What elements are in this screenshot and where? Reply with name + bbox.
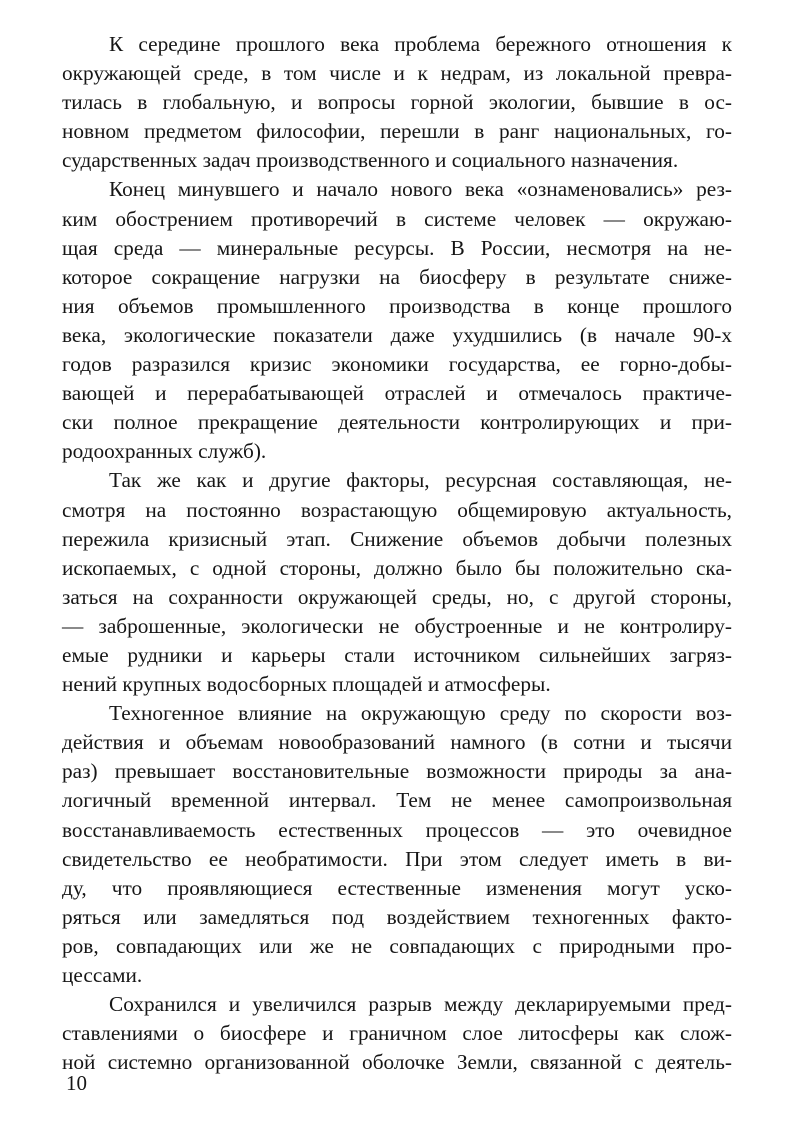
text-line: цессами. xyxy=(62,963,143,987)
text-line: свидетельство ее необратимости. При этом следует иметь в ви- xyxy=(62,846,732,871)
text-line: Так же как и другие факторы, ресурсная составляющая, не- xyxy=(109,468,732,493)
text-line: Техногенное влияние на окружающую среду по скорости воз- xyxy=(109,701,732,726)
text-line: ставлениями о биосфере и граничном слое литосферы как слож- xyxy=(62,1021,732,1046)
text-line: века, экологические показатели даже ухудшились (в начале 90-х xyxy=(62,322,732,347)
paragraph xyxy=(62,466,732,699)
paragraph xyxy=(62,699,732,990)
text-line: родоохранных служб). xyxy=(62,439,267,464)
text-line: которое сокращение нагрузки на биосферу в результате сниже- xyxy=(62,264,732,289)
text-line: новном предметом философии, перешли в ранг национальных, го- xyxy=(62,119,732,144)
text-line: нений крупных водосборных площадей и атмосферы. xyxy=(62,672,551,697)
text-line: заться на сохранности окружающей среды, но, с другой стороны, xyxy=(62,584,732,609)
text-line: смотря на постоянно возрастающую общемировую актуальность, xyxy=(62,497,732,522)
paragraph xyxy=(62,30,732,175)
text-line: годов разразился кризис экономики государства, ее горно-добы- xyxy=(62,352,732,377)
text-line: ной системно организованной оболочке Земли, связанной с деятель- xyxy=(62,1050,732,1075)
paragraph xyxy=(62,990,732,1077)
text-line: емые рудники и карьеры стали источником сильнейших загряз- xyxy=(62,642,732,667)
text-line: ископаемых, с одной стороны, должно было бы положительно ска- xyxy=(62,555,732,580)
text-line: ким обострением противоречий в системе человек — окружаю- xyxy=(62,206,732,231)
text-line: ряться или замедляться под воздействием техногенных факто- xyxy=(62,904,732,929)
text-line: окружающей среде, в том числе и к недрам, из локальной превра- xyxy=(62,61,732,86)
text-line: раз) превышает восстановительные возможности природы за ана- xyxy=(62,759,732,784)
text-line: щая среда — минеральные ресурсы. В России, несмотря на не- xyxy=(62,235,732,260)
text-line: логичный временной интервал. Тем не менее самопроизвольная xyxy=(62,788,732,813)
text-line: — заброшенные, экологически не обустроенные и не контролиру- xyxy=(62,613,732,638)
text-line: пережила кризисный этап. Снижение объемов добычи полезных xyxy=(62,526,732,551)
text-line: ния объемов промышленного производства в конце прошлого xyxy=(62,293,732,318)
body-text xyxy=(62,30,732,1077)
text-line: восстанавливаемость естественных процессов — это очевидное xyxy=(62,817,732,842)
text-line: действия и объемам новообразований намного (в сотни и тысячи xyxy=(62,730,732,755)
text-line: Конец минувшего и начало нового века «ознаменовались» рез- xyxy=(109,177,732,202)
text-line: ски полное прекращение деятельности контролирующих и при- xyxy=(62,410,732,435)
text-line: сударственных задач производственного и социального назначения. xyxy=(62,148,679,173)
page-number: 10 xyxy=(66,1071,87,1095)
text-line: вающей и перерабатывающей отраслей и отмечалось практиче- xyxy=(62,381,732,406)
text-line: К середине прошлого века проблема бережного отношения к xyxy=(109,32,732,56)
text-line: тилась в глобальную, и вопросы горной экологии, бывшие в ос- xyxy=(62,90,732,115)
text-line: ду, что проявляющиеся естественные изменения могут уско- xyxy=(62,875,732,900)
text-line: ров, совпадающих или же не совпадающих с природными про- xyxy=(62,933,732,958)
paragraph xyxy=(62,175,732,466)
text-line: Сохранился и увеличился разрыв между декларируемыми пред- xyxy=(109,992,732,1017)
